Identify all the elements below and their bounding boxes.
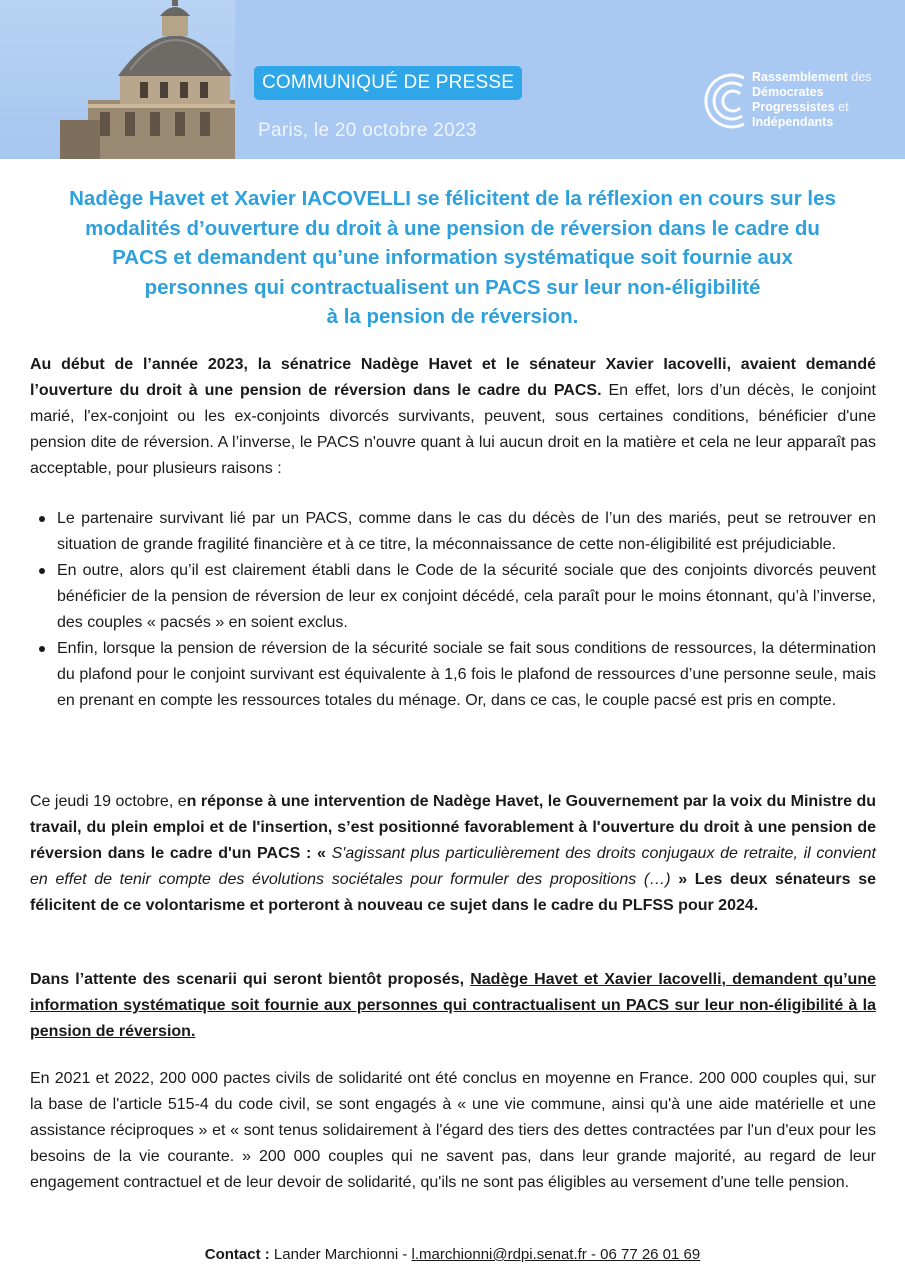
senate-dome-photo [0,0,235,159]
title-line: modalités d’ouverture du droit à une pension de réversion dans le cadre du [85,216,820,240]
press-release-badge: COMMUNIQUÉ DE PRESSE [254,66,522,100]
title-line: personnes qui contractualisent un PACS sur leur non-éligibilité [144,275,761,299]
government-response-paragraph: Ce jeudi 19 octobre, en réponse à une intervention de Nadège Havet, le Gouvernement par la voix du Ministre du travail, du plein emploi et de l'insertion, s’est positionné favorablement à l'ouverture du droit à une pension de réversion dans le cadre d'un PACS : « S'agissant plus particulièrement des droits conjugaux de retraite, il convient en effet de tenir compte des évolutions sociétales pour formuler des propositions (…) » Les deux sénateurs se félicitent de ce volontarisme et porteront à nouveau ce sujet dans le cadre du PLFSS pour 2024. [30,793,877,914]
reasons-list [30,506,876,714]
contact-email-link[interactable]: l.marchionni@rdpi.senat.fr - 06 77 26 01 69 [411,1246,701,1263]
request-paragraph: Dans l’attente des scenarii qui seront bientôt proposés, Nadège Havet et Xavier Iacovelli, demandent qu’une information systématique soit fournie aux personnes qui contractualisent un PACS sur leur non-éligibilité à la pension de réversion. [30,971,876,1040]
title-line: PACS et demandent qu’une information systématique soit fournie aux [112,246,793,269]
contact-label: Contact : [204,1246,270,1263]
contact-name: Lander Marchionni - [269,1246,412,1263]
list-item: Enfin, lorsque la pension de réversion de la sécurité sociale se fait sous conditions de ressources, la détermination du plafond pour le conjoint survivant est équivalente à 1,6 fois le plafond de ressources d’une personne seule, mais en prenant en compte les ressources totales du ménage. Or, dans ce cas, le couple pacsé est pris en compte. [30,636,876,714]
dateline: Paris, le 20 octobre 2023 [258,120,477,141]
list-item: En outre, alors qu’il est clairement établi dans le Code de la sécurité sociale que des conjoints divorcés peuvent bénéficier de la pension de réversion de leur ex conjoint décédé, cela paraît pour le moins étonnant, qu’à l’inverse, des couples « pacsés » en soient exclus. [30,558,876,636]
logo-wordmark: Rassemblement des Démocrates Progressistes et Indépendants [752,70,872,129]
logo-rings-icon [700,68,760,134]
minister-quote: S'agissant plus particulièrement des droits conjugaux de retraite, il convient en effet de tenir compte des évolutions sociétales pour formuler des propositions (…) [30,845,876,888]
title-line: Nadège Havet et Xavier IACOVELLI se félicitent de la réflexion en cours sur les [69,187,836,210]
intro-bold: Au début de l’année 2023, la sénatrice Nadège Havet et le sénateur Xavier Iacovelli, avaient demandé l’ouverture du droit à une pension de réversion dans le cadre du PACS. [30,356,876,399]
contact-line [0,1246,905,1263]
statistics-paragraph: En 2021 et 2022, 200 000 pactes civils de solidarité ont été conclus en moyenne en France. 200 000 couples qui, sur la base de l'article 515-4 du code civil, se sont engagés à « une vie commune, ainsi qu'à une aide matérielle et une assistance réciproques » et « sont tenus solidairement à l'égard des tiers des dettes contractées par l'un d'eux pour les besoins de la vie courante. » 200 000 couples qui ne savent pas, dans leur grande majorité, au regard de leur engagement contractuel et de leur devoir de solidarité, qu'ils ne sont pas éligibles au versement d'une telle pension. [30,1070,876,1191]
intro-text: En effet, lors d’un décès, le conjoint marié, l'ex-conjoint ou les ex-conjoints divorcés survivants, peuvent, sous certaines conditions, bénéficier d'une pension dite de réversion. A l’inverse, le PACS n'ouvre quant à lui aucun droit en la matière et cela ne leur apparaît pas acceptable, pour plusieurs raisons : [30,382,876,477]
rdpi-logo [700,64,900,144]
press-release-title [30,184,875,332]
title-line: à la pension de réversion. [326,305,579,328]
intro-paragraph [30,352,876,482]
header-banner [0,0,905,159]
list-item: Le partenaire survivant lié par un PACS, comme dans le cas du décès de l’un des mariés, peut se retrouver en situation de grande fragilité financière et à ce titre, la méconnaissance de cette non-éligibilité est préjudiciable. [30,506,876,558]
request-underlined: Nadège Havet et Xavier Iacovelli, demandent qu’une information systématique soit fournie aux personnes qui contractualisent un PACS sur leur non-éligibilité à la pension de réversion. [30,971,876,1040]
